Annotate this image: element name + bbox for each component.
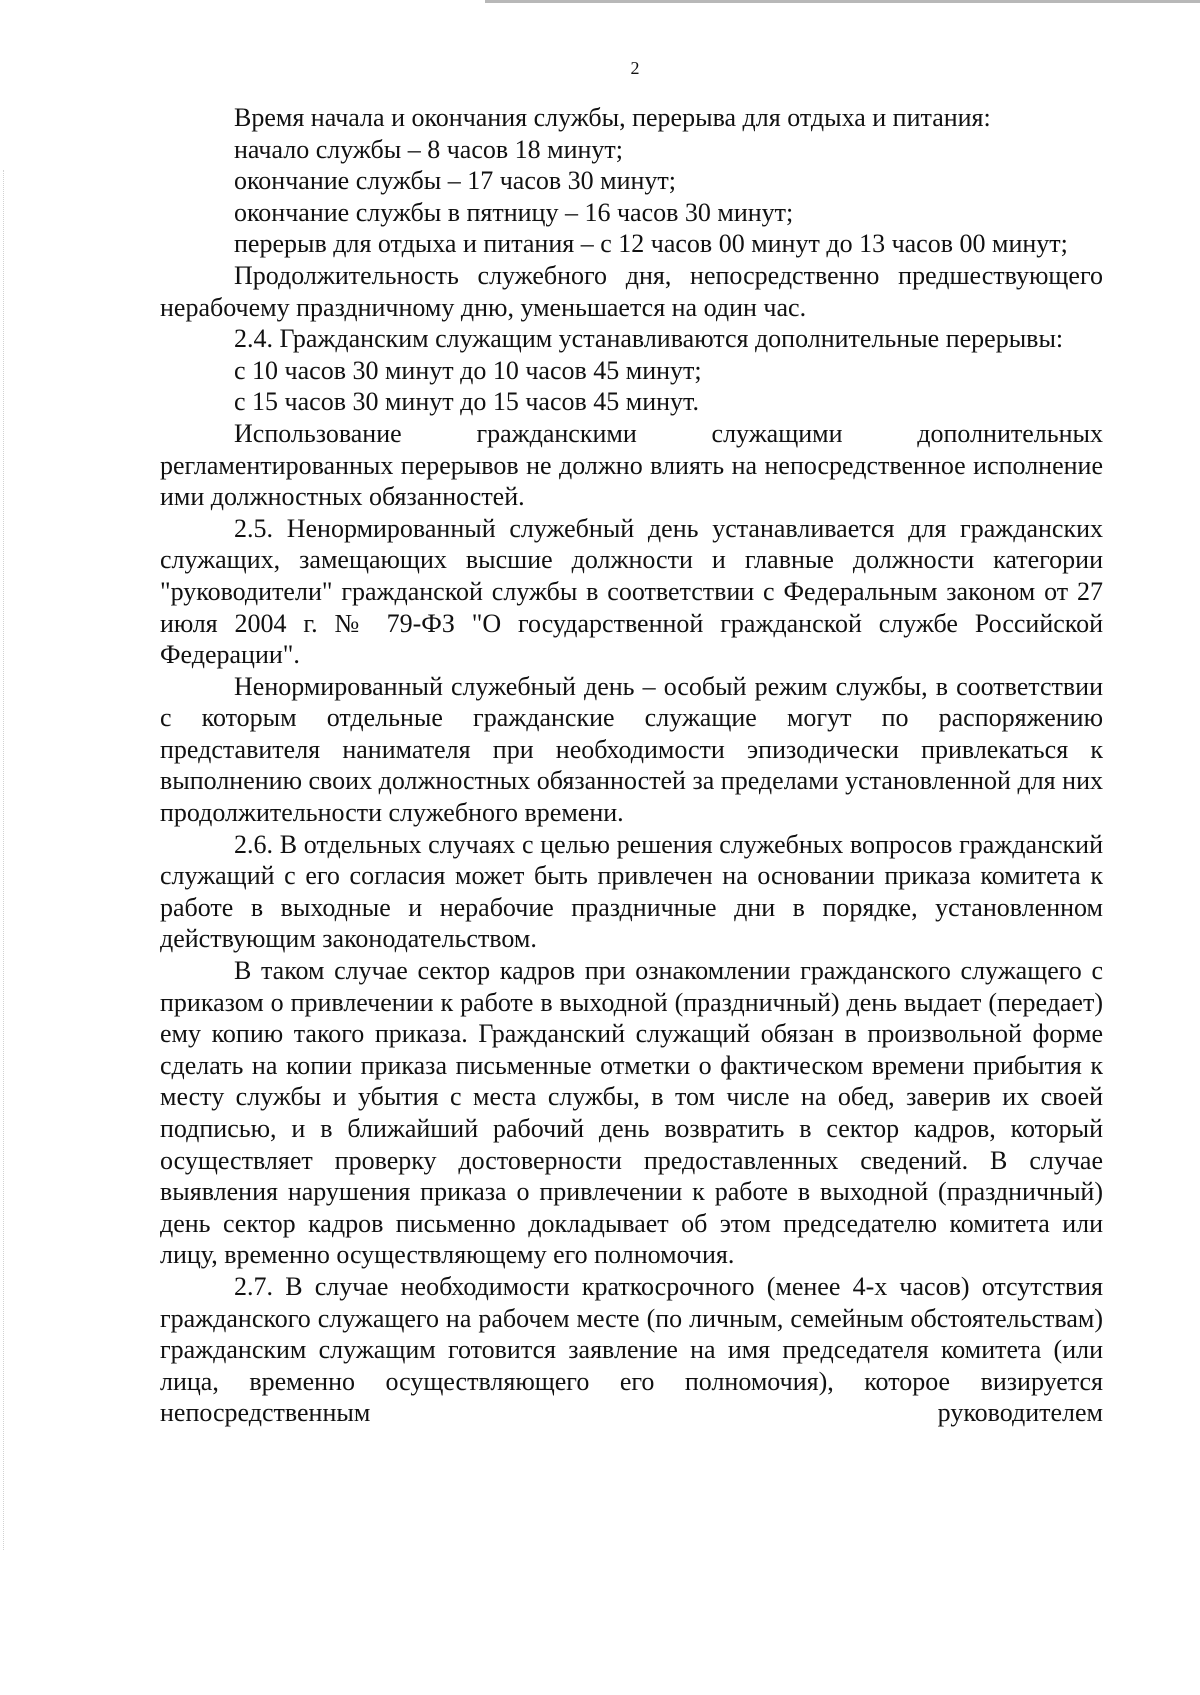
paragraph-service-end-friday: окончание службы в пятницу – 16 часов 30 минут; bbox=[234, 197, 794, 227]
paragraph-pre-holiday-duration: Продолжительность служебного дня, непосредственно предшествующего нерабочему праздничному дню, уменьшается на один час. bbox=[160, 260, 1103, 322]
scan-edge-line bbox=[485, 0, 1200, 3]
paragraph-2-4-additional-breaks: 2.4. Гражданским служащим устанавливаются дополнительные перерывы: bbox=[234, 324, 1064, 354]
paragraph-hr-procedure: В таком случае сектор кадров при ознакомлении гражданского служащего с приказом о привлечении к работе в выходной (праздничный) день выдает (передает) ему копию такого приказа. Гражданский служащий обязан в произвольной форме сделать на копии приказа письменные отметки о фактическом времени прибытия к месту службы и убытия с места службы, в том числе на обед, заверив их своей подписью, и в ближайший рабочий день возвратить в сектор кадров, который осуществляет проверку достоверности предоставленных сведений. В случае выявления нарушения приказа о привлечении к работе в выходной (праздничный) день сектор кадров письменно докладывает об этом председателю комитета или лицу, временно осуществляющему его полномочия. bbox=[160, 956, 1103, 1270]
paragraph-break-afternoon: с 15 часов 30 минут до 15 часов 45 минут. bbox=[234, 387, 699, 417]
paragraph-work-time-intro: Время начала и окончания службы, перерыва для отдыха и питания: bbox=[234, 103, 991, 132]
page-number: 2 bbox=[630, 58, 640, 78]
paragraph-break-usage: Использование гражданскими служащими дополнительных регламентированных перерывов не должно влиять на непосредственное исполнение ими должностных обязанностей. bbox=[160, 418, 1103, 512]
paragraph-lunch-break: перерыв для отдыха и питания – с 12 часов 00 минут до 13 часов 00 минут; bbox=[234, 229, 1068, 259]
scan-margin-mark bbox=[3, 170, 5, 1550]
document-body bbox=[160, 102, 1103, 1429]
paragraph-break-morning: с 10 часов 30 минут до 10 часов 45 минут; bbox=[234, 355, 702, 385]
paragraph-2-5-irregular-day: 2.5. Ненормированный служебный день устанавливается для гражданских служащих, замещающих высшие должности и главные должности категории "руководители" гражданской службы в соответствии с Федеральным законом от 27 июля 2004 г. № 79-ФЗ "О государственной гражданской службе Российской Федерации". bbox=[160, 513, 1103, 670]
paragraph-2-7-short-absence: 2.7. В случае необходимости краткосрочного (менее 4-х часов) отсутствия гражданского служащего на рабочем месте (по личным, семейным обстоятельствам) гражданским служащим готовится заявление на имя председателя комитета (или лица, временно осуществляющего его полномочия), которое визируется непосредственным руководителем bbox=[160, 1271, 1103, 1428]
paragraph-irregular-day-definition: Ненормированный служебный день – особый режим службы, в соответствии с которым отдельные гражданские служащие могут по распоряжению представителя нанимателя при необходимости эпизодически привлекаться к выполнению своих должностных обязанностей за пределами установленной для них продолжительности служебного времени. bbox=[160, 671, 1103, 828]
paragraph-service-start: начало службы – 8 часов 18 минут; bbox=[234, 134, 624, 164]
paragraph-service-end: окончание службы – 17 часов 30 минут; bbox=[234, 166, 676, 196]
paragraph-2-6-weekend-work: 2.6. В отдельных случаях с целью решения служебных вопросов гражданский служащий с его согласия может быть привлечен на основании приказа комитета к работе в выходные и нерабочие праздничные дни в порядке, установленном действующим законодательством. bbox=[160, 829, 1103, 954]
